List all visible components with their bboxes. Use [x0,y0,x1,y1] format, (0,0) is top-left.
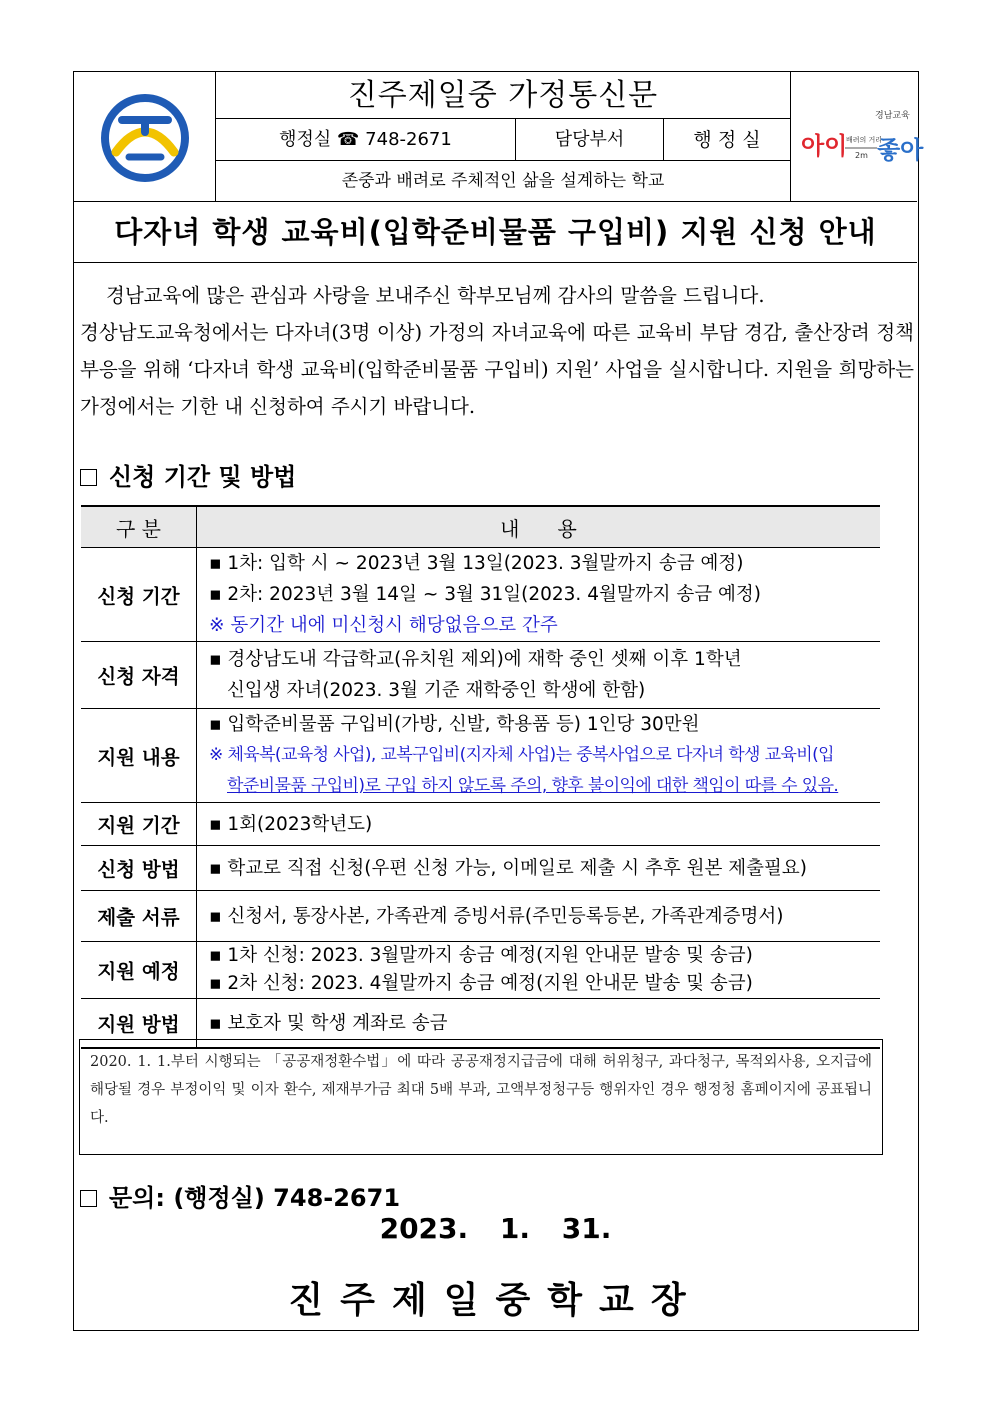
contact-heading [80,1178,400,1213]
row-line: ▪ 2차: 2023년 3월 14일 ~ 3월 31일(2023. 4월말까지 송금 예정) [209,584,761,605]
row-line: ▪ 경상남도내 각급학교(유치원 제외)에 재학 중인 셋째 이후 1학년 [209,649,742,670]
campaign-logo [790,72,924,201]
row-line: ▪ 입학준비물품 구입비(가방, 신발, 학용품 등) 1인당 30만원 [209,714,700,735]
logo-word2: 좋아 [877,136,924,164]
row-line: ▪ 1차 신청: 2023. 3월말까지 송금 예정(지원 안내문 발송 및 송금) [209,945,753,966]
row-content [197,942,881,999]
office-contact: 행정실 ☎ 748-2671 [216,119,516,161]
row-label: 지원 예정 [81,942,197,999]
info-table [81,505,880,1049]
row-line: ▪ 1회(2023학년도) [209,813,373,835]
row-note-continued: 학준비물품 구입비)로 구입 하지 않도록 주의, 향후 불이익에 대한 책임이 따를 수 있음. [227,776,839,796]
row-content [197,548,881,642]
logo-middle-bottom: 2m [855,151,868,160]
row-line: ▪ 학교로 직접 신청(우편 신청 가능, 이메일로 제출 시 추후 원본 제출필요) [209,857,807,879]
table-row [81,846,880,891]
newsletter-title: 진주제일중 가정통신문 [216,72,790,119]
school-motto: 존중과 배려로 주체적인 삶을 설계하는 학교 [341,171,665,191]
table-row [81,803,880,846]
row-content [197,891,881,942]
document-frame [73,71,924,1331]
row-content [197,709,881,803]
table-row [81,891,880,942]
legal-notice: 2020. 1. 1.부터 시행되는 「공공재정환수법」에 따라 공공재정지급금에 대해 허위청구, 과다청구, 목적외사용, 오지급에 해당될 경우 부정이익 및 이자 환수, 제재부가금 최대 5배 부과, 고액부정청구등 행위자인 경우 행정청 홈페이지에 공표됩니다. [79,1039,883,1155]
table-header-cell: 내 용 [197,506,881,548]
school-emblem-icon [74,72,216,201]
row-content [197,846,881,891]
logo-middle-top: 배려의 거리 [846,136,883,144]
checkbox-square-icon [80,469,97,486]
letterhead [74,72,924,201]
row-label: 지원 방법 [81,999,197,1049]
table-header-cell: 구 분 [81,506,197,548]
checkbox-square-icon [80,1190,97,1207]
section-title: 신청 기간 및 방법 [109,463,297,491]
table-row [81,548,880,642]
dept-value: 행 정 실 [693,129,761,151]
table-header-row [81,506,880,548]
row-label: 신청 자격 [81,642,197,709]
table-row [81,709,880,803]
row-content [197,803,881,846]
row-note: ※ 동기간 내에 미신청시 해당없음으로 간주 [209,615,558,636]
row-line: 신입생 자녀(2023. 3월 기준 재학중인 학생에 한함) [227,680,646,701]
campaign-logo-graphic [791,72,924,201]
section-heading [80,457,296,492]
row-line: ▪ 2차 신청: 2023. 4월말까지 송금 예정(지원 안내문 발송 및 송금) [209,973,753,994]
contact-text: 문의: (행정실) 748-2671 [109,1184,401,1212]
row-label: 제출 서류 [81,891,197,942]
row-line: ▪ 신청서, 통장사본, 가족관계 증빙서류(주민등록등본, 가족관계증명서) [209,905,784,927]
row-label: 지원 내용 [81,709,197,803]
row-label: 신청 기간 [81,548,197,642]
intro-line2: 경상남도교육청에서는 다자녀(3명 이상) 가정의 자녀교육에 따른 교육비 부담 경감, 출산장려 정책 부응을 위해 ‘다자녀 학생 교육비(입학준비물품 구입비) 지원’ 사업을 실시합니다. 지원을 희망하는 가정에서는 기한 내 신청하여 주시기 바랍니다. [80,321,914,418]
row-line: ▪ 1차: 입학 시 ~ 2023년 3월 13일(2023. 3월말까지 송금 예정) [209,553,744,574]
issue-date: 2023. 1. 31. [379,1212,612,1245]
logo-line1: 경남교육 [875,111,910,121]
school-emblem-cell [74,72,216,201]
logo-word1: 아이 [801,132,848,160]
row-line: ▪ 보호자 및 학생 계좌로 송금 [209,1012,448,1034]
contact-row [216,119,790,161]
table-row [81,642,880,709]
dept-label: 담당부서 [516,119,664,161]
row-note: ※ 체육복(교육청 사업), 교복구입비(지자체 사업)는 중복사업으로 다자녀 학생 교육비(입 [209,745,834,765]
intro-text [80,277,914,425]
table-row [81,942,880,999]
row-content [197,642,881,709]
row-label: 신청 방법 [81,846,197,891]
row-label: 지원 기간 [81,803,197,846]
document-title: 다자녀 학생 교육비(입학준비물품 구입비) 지원 신청 안내 [74,201,917,263]
intro-line1: 경남교육에 많은 관심과 사랑을 보내주신 학부모님께 감사의 말씀을 드립니다. [106,284,765,307]
principal-signature: 진주제일중학교장 [288,1280,703,1321]
